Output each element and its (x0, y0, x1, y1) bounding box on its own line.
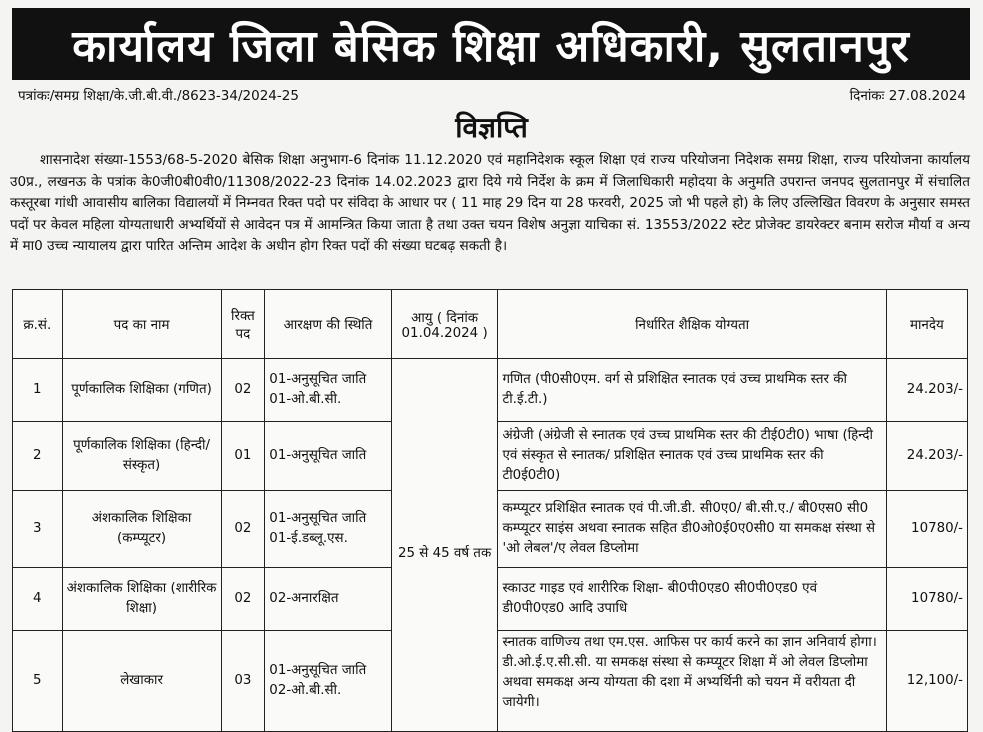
row-vacancy: 02 (221, 359, 265, 422)
reservation-line: 02-ओ.बी.सी. (269, 683, 342, 698)
row-vacancy: 02 (221, 491, 265, 568)
row-reservation (265, 359, 391, 422)
header-honorarium: मानदेय (886, 290, 967, 359)
row-qualification: अंग्रेजी (अंग्रेजी से स्नातक एवं उच्च प्राथमिक स्तर की टीई0टी0) भाषा (हिन्दी एवं संस्कृत से स्नातक/ प्रशिक्षित स्नातक एवं उच्च प्राथमिक स्तर की टी0ई0टी0) (498, 422, 886, 491)
row-sn: 5 (13, 631, 63, 732)
reference-number: पत्रांकः/समग्र शिक्षा/के.जी.बी.वी./8623-34/2024-25 (18, 88, 299, 104)
row-qualification: कम्प्यूटर प्रशिक्षित स्नातक एवं पी.जी.डी. सी0ए0/ बी.सी.ए./ बी0एस0 सी0 कम्प्यूटर साइंस अथवा स्नातक सहित डी0ओ0ई0ए0सी0 या समकक्ष संस्था से 'ओ लेबल'/ए लेवल डिप्लोमा (498, 491, 886, 568)
header-age: आयु ( दिनांक 01.04.2024 ) (391, 290, 498, 359)
vacancy-table (12, 289, 968, 732)
row-post: लेखाकार (62, 631, 221, 732)
row-sn: 3 (13, 491, 63, 568)
row-post: पूर्णकालिक शिक्षिका (गणित) (62, 359, 221, 422)
row-qualification: गणित (पी0सी0एम. वर्ग से प्रशिक्षित स्नातक एवं उच्च प्राथमिक स्तर की टी.ई.टी.) (498, 359, 886, 422)
row-honorarium: 10780/- (886, 568, 967, 631)
row-vacancy: 01 (221, 422, 265, 491)
notice-title: विज्ञप्ति (455, 111, 528, 144)
row-honorarium: 24.203/- (886, 359, 967, 422)
notice-date: दिनांकः 27.08.2024 (849, 88, 966, 104)
row-sn: 2 (13, 422, 63, 491)
row-qualification: स्काउट गाइड एवं शारीरिक शिक्षा- बी0पी0एड0 सी0पी0एड0 एवं डी0पी0एड0 आदि उपाधि (498, 568, 886, 631)
row-post: अंशकालिक शिक्षिका (कम्प्यूटर) (62, 491, 221, 568)
table-header-row (13, 290, 968, 359)
office-title: कार्यालय जिला बेसिक शिक्षा अधिकारी, सुलतानपुर (72, 21, 910, 72)
row-reservation (265, 491, 391, 568)
table-row (13, 359, 968, 422)
row-sn: 4 (13, 568, 63, 631)
row-qualification: स्नातक वाणिज्य तथा एम.एस. आफिस पर कार्य करने का ज्ञान अनिवार्य होगा। डी.ओ.ई.ए.सी.सी. या समकक्ष संस्था से कम्प्यूटर शिक्षा में ओ लेवल डिप्लोमा अथवा समकक्ष अन्य योग्यता की दशा में अभ्यर्थिनी को चयन में वरीयता दी जायेगी। (498, 631, 886, 732)
reservation-line: 01-अनुसूचित जाति (269, 511, 367, 526)
header-qualification: निर्धारित शैक्षिक योग्यता (498, 290, 886, 359)
row-vacancy: 03 (221, 631, 265, 732)
row-vacancy: 02 (221, 568, 265, 631)
row-sn: 1 (13, 359, 63, 422)
row-post: पूर्णकालिक शिक्षिका (हिन्दी/संस्कृत) (62, 422, 221, 491)
row-honorarium: 10780/- (886, 491, 967, 568)
header-reservation: आरक्षण की स्थिति (265, 290, 391, 359)
reservation-line: 01-ई.डब्लू.एस. (269, 531, 348, 546)
row-reservation (265, 631, 391, 732)
age-limit-cell: 25 से 45 वर्ष तक (391, 359, 498, 732)
row-reservation (265, 568, 391, 631)
header-sn: क्र.सं. (13, 290, 63, 359)
reservation-line: 01-अनुसूचित जाति (269, 448, 367, 463)
reservation-line: 01-अनुसूचित जाति (269, 372, 367, 387)
reservation-line: 01-अनुसूचित जाति (269, 663, 367, 678)
office-title-banner (12, 8, 970, 80)
row-post: अंशकालिक शिक्षिका (शारीरिक शिक्षा) (62, 568, 221, 631)
header-post: पद का नाम (62, 290, 221, 359)
row-reservation (265, 422, 391, 491)
reservation-line: 02-अनारक्षित (269, 591, 339, 606)
notice-body: शासनादेश संख्या-1553/68-5-2020 बेसिक शिक्षा अनुभाग-6 दिनांक 11.12.2020 एवं महानिदेशक स्कूल शिक्षा एवं राज्य परियोजना निदेशक समग्र शिक्षा, राज्य परियोजना कार्यालय उ0प्र., लखनऊ के पत्रांक के0जी0बी0वी0/11308/2022-23 दिनांक 14.02.2023 द्वारा दिये गये निर्देश के क्रम में जिलाधिकारी महोदया के अनुमति उपरान्त जनपद सुलतानपुर में संचालित कस्तूरबा गांधी आवासीय बालिका विद्यालयों में निम्नवत रिक्त पदो पर संविदा के आधार पर ( 11 माह 29 दिन या 28 फरवरी, 2025 जो भी पहले हो) के लिए उल्लिखित विवरण के अनुसार समस्त पदों पर केवल महिला योग्यताधारी अभ्यर्थियों से आवेदन पत्र में आमन्त्रित किया जाता है तथा उक्त चयन विशेष अनुज्ञा याचिका सं. 13553/2022 स्टेट प्रोजेक्ट डायरेक्टर बनाम सरोज मौर्या व अन्य में मा0 उच्च न्यायालय द्वारा पारित अन्तिम आदेश के अधीन होग रिक्त पदों की संख्या घटबढ़ सकती है। (10, 152, 970, 254)
reservation-line: 01-ओ.बी.सी. (269, 392, 342, 407)
row-honorarium: 24.203/- (886, 422, 967, 491)
row-honorarium: 12,100/- (886, 631, 967, 732)
reference-row (18, 86, 966, 104)
header-vacancy: रिक्त पद (221, 290, 265, 359)
